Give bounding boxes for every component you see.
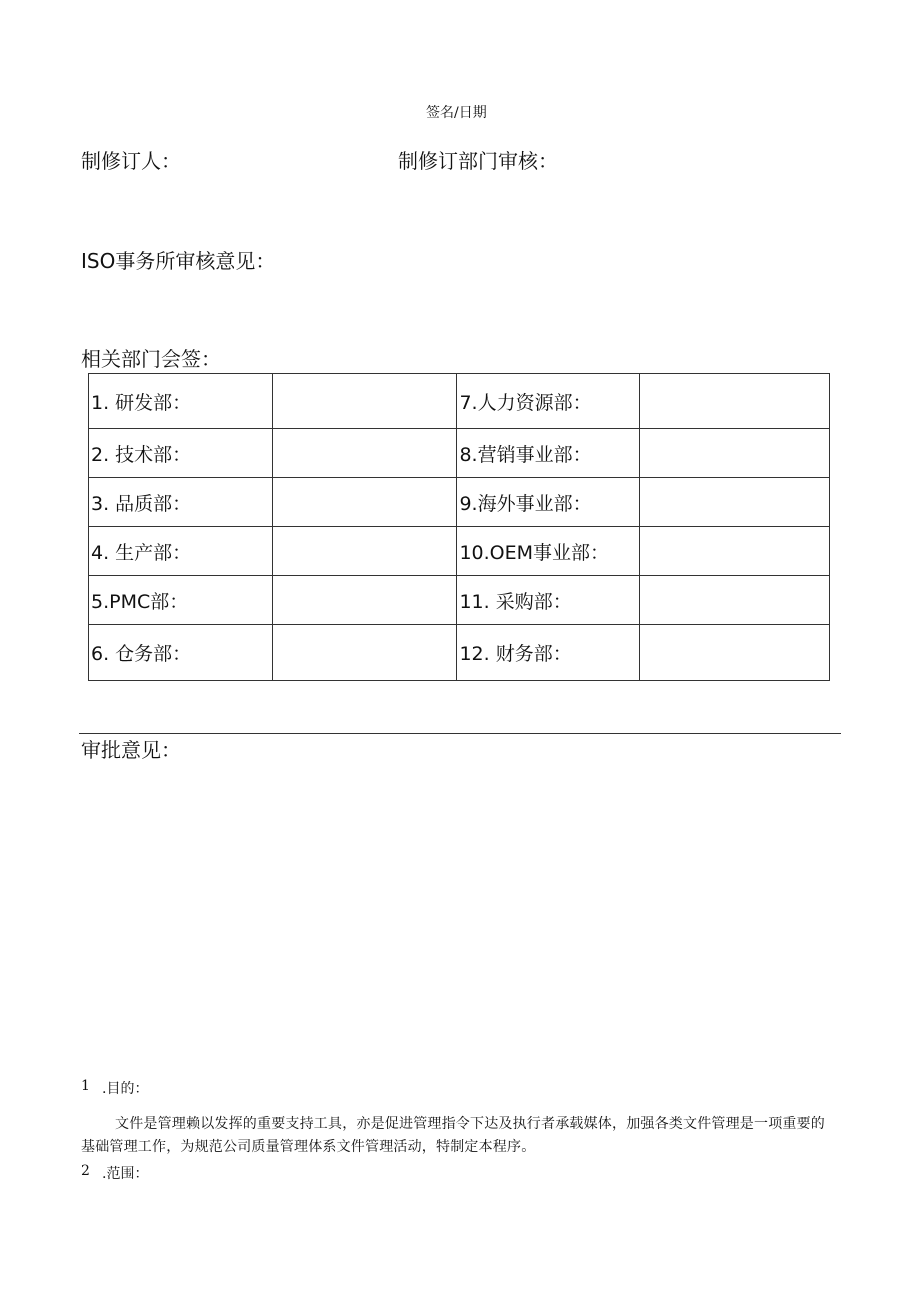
department-label: 9.海外事业部： [457, 478, 640, 527]
signature-cell[interactable] [640, 576, 830, 625]
department-label: 11. 采购部： [457, 576, 640, 625]
section-title-scope: .范围： [102, 1166, 149, 1182]
countersign-table [88, 373, 830, 681]
signature-cell[interactable] [272, 527, 457, 576]
department-label: 8.营销事业部： [457, 429, 640, 478]
iso-opinion-label: ISO事务所审核意见： [81, 249, 276, 273]
department-label: 10.OEM事业部： [457, 527, 640, 576]
department-label: 6. 仓务部： [89, 625, 273, 681]
department-label: 2. 技术部： [89, 429, 273, 478]
signature-cell[interactable] [640, 478, 830, 527]
countersign-label: 相关部门会签： [81, 347, 221, 371]
table-row [89, 374, 830, 429]
department-label: 4. 生产部： [89, 527, 273, 576]
table-row [89, 478, 830, 527]
table-row [89, 429, 830, 478]
table-row [89, 625, 830, 681]
dept-review-label: 制修订部门审核： [398, 149, 558, 173]
department-label: 12. 财务部： [457, 625, 640, 681]
signature-date-label: 签名/日期 [426, 105, 487, 121]
divider-line [79, 733, 841, 734]
department-label: 5.PMC部： [89, 576, 273, 625]
section-number: 2 [81, 1163, 90, 1179]
department-label: 1. 研发部： [89, 374, 273, 429]
section-number: 1 [81, 1078, 90, 1094]
signature-cell[interactable] [272, 625, 457, 681]
section-paragraph-purpose: 文件是管理赖以发挥的重要支持工具，亦是促进管理指令下达及执行者承载媒体，加强各类文件管理是一项重要的基础管理工作，为规范公司质量管理体系文件管理活动，特制定本程序。 [81, 1116, 825, 1155]
signature-cell[interactable] [272, 576, 457, 625]
approval-opinion-label: 审批意见： [81, 738, 181, 762]
department-label: 7.人力资源部： [457, 374, 640, 429]
signature-cell[interactable] [640, 527, 830, 576]
section-title-purpose: .目的： [102, 1081, 149, 1097]
signature-cell[interactable] [272, 478, 457, 527]
signature-cell[interactable] [640, 625, 830, 681]
table-row [89, 527, 830, 576]
signature-cell[interactable] [640, 374, 830, 429]
signature-cell[interactable] [272, 374, 457, 429]
signature-cell[interactable] [640, 429, 830, 478]
signature-cell[interactable] [272, 429, 457, 478]
reviser-label: 制修订人： [81, 149, 181, 173]
department-label: 3. 品质部： [89, 478, 273, 527]
table-row [89, 576, 830, 625]
